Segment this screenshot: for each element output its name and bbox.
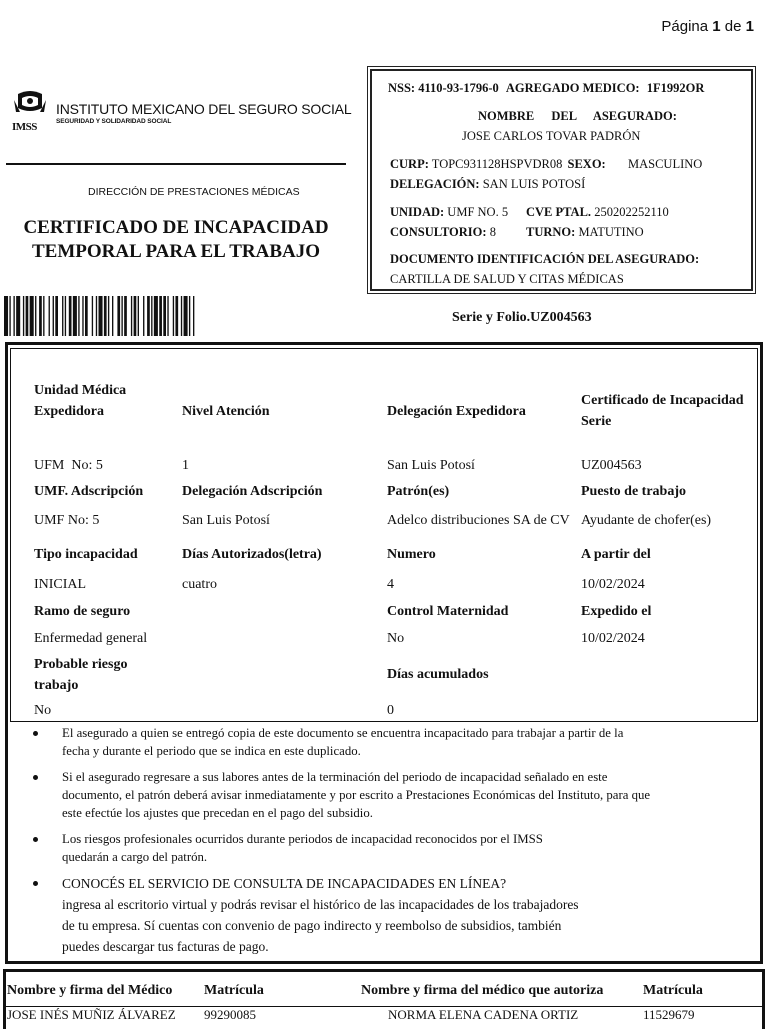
- expedido-value: 10/02/2024: [581, 631, 645, 646]
- ramo-value: Enfermedad general: [34, 631, 148, 646]
- curp-row: CURP: TOPC931128HSPVDR08 SEXO:: [390, 157, 606, 171]
- umf-ads-label: UMF. Adscripción: [34, 484, 144, 499]
- nivel-label: Nivel Atención: [182, 404, 270, 419]
- page-current: 1: [712, 18, 721, 35]
- page-total: 1: [745, 18, 754, 35]
- note-4: CONOCÉS EL SERVICIO DE CONSULTA DE INCAPACIDADES EN LÍNEA? ingresa al escritorio virtual y podrás revisar el histórico de las incapacidades de los trabajadores de tu empresa. Sí cuentas con convenio de pago indirecto y reembolso de subsidios, también puedes descargar tus facturas de pago.: [40, 873, 579, 957]
- maternidad-label: Control Maternidad: [387, 604, 509, 619]
- unidad-row: UNIDAD: UMF NO. 5: [390, 205, 509, 219]
- acumulados-label: Días acumulados: [387, 667, 489, 682]
- page-number: [661, 18, 754, 35]
- certificate-title: [6, 216, 346, 264]
- nivel-value: 1: [182, 458, 189, 473]
- expedido-label: Expedido el: [581, 604, 652, 619]
- title-line-2: TEMPORAL PARA EL TRABAJO: [31, 241, 321, 262]
- serie-folio: Serie y Folio.UZ004563: [452, 310, 592, 325]
- delegacion-row: DELEGACIÓN: SAN LUIS POTOSÍ: [390, 177, 586, 191]
- umf-ads-value: UMF No: 5: [34, 513, 100, 528]
- patron-value: Adelco distribuciones SA de CV: [387, 513, 570, 528]
- deleg-ads-value: San Luis Potosí: [182, 513, 270, 528]
- direccion-label: DIRECCIÓN DE PRESTACIONES MÉDICAS: [88, 186, 300, 198]
- nss-row: NSS: 4110-93-1796-0 AGREGADO MEDICO: 1F1992OR: [388, 81, 705, 95]
- puesto-value: Ayudante de chofer(es): [581, 513, 712, 528]
- cve-row: CVE PTAL. 250202252110: [526, 205, 669, 219]
- tipo-value: INICIAL: [34, 577, 87, 592]
- riesgo-value: No: [34, 703, 52, 718]
- riesgo-label: Probable riesgo trabajo: [34, 657, 128, 693]
- matricula1-label: Matrícula: [204, 983, 264, 998]
- matricula2-value: 11529679: [643, 1007, 695, 1022]
- matricula2-label: Matrícula: [643, 983, 703, 998]
- maternidad-value: No: [387, 631, 405, 646]
- apartir-value: 10/02/2024: [581, 577, 645, 592]
- sexo-value: MASCULINO: [628, 157, 703, 171]
- institution-subtitle: SEGURIDAD Y SOLIDARIDAD SOCIAL: [56, 118, 172, 125]
- deleg-exp-value: San Luis Potosí: [387, 458, 475, 473]
- deleg-ads-label: Delegación Adscripción: [182, 484, 323, 499]
- turno-row: TURNO: MATUTINO: [526, 225, 644, 239]
- nombre-label: NOMBRE DEL ASEGURADO:: [478, 109, 677, 123]
- apartir-label: A partir del: [581, 547, 651, 562]
- note-3: Los riesgos profesionales ocurridos durante periodos de incapacidad reconocidos por el IMSS quedarán a cargo del patrón.: [40, 830, 543, 866]
- numero-label: Numero: [387, 547, 436, 562]
- imss-logo-text: IMSS: [12, 121, 37, 133]
- matricula1-value: 99290085: [204, 1007, 256, 1022]
- title-line-1: CERTIFICADO DE INCAPACIDAD: [23, 217, 329, 238]
- numero-value: 4: [387, 577, 394, 592]
- consultorio-row: CONSULTORIO: 8: [390, 225, 496, 239]
- nombre-value: JOSE CARLOS TOVAR PADRÓN: [462, 129, 641, 143]
- patron-label: Patrón(es): [387, 484, 450, 499]
- cert-serie-value: UZ004563: [581, 458, 642, 473]
- medico-value: JOSE INÉS MUÑIZ ÁLVAREZ: [7, 1007, 176, 1022]
- unidad-medica-label: Unidad Médica Expedidora: [34, 383, 127, 419]
- documento-value: CARTILLA DE SALUD Y CITAS MÉDICAS: [390, 272, 624, 286]
- page-label: Página: [661, 18, 709, 35]
- note-2: Si el asegurado regresare a sus labores antes de la terminación del periodo de incapacidad señalado en este documento, el patrón deberá avisar inmediatamente y por escrito a Prestaciones Económicas del Instituto, para que este efectúe los ajustes que precedan en el pago del subsidio.: [40, 768, 650, 822]
- header-divider: [6, 163, 346, 165]
- puesto-label: Puesto de trabajo: [581, 484, 686, 499]
- barcode-icon: [4, 296, 346, 336]
- ramo-label: Ramo de seguro: [34, 604, 131, 619]
- documento-label: DOCUMENTO IDENTIFICACIÓN DEL ASEGURADO:: [390, 252, 700, 266]
- cert-serie-label: Certificado de Incapacidad Serie: [581, 393, 744, 429]
- medico-label: Nombre y firma del Médico: [7, 983, 173, 998]
- dias-letra-label: Días Autorizados(letra): [182, 547, 322, 562]
- autoriza-label: Nombre y firma del médico que autoriza: [361, 983, 604, 998]
- tipo-label: Tipo incapacidad: [34, 547, 138, 562]
- note-1: El asegurado a quien se entregó copia de este documento se encuentra incapacitado para trabajar a partir de la fecha y durante el periodo que se indica en este duplicado.: [40, 724, 623, 760]
- acumulados-value: 0: [387, 703, 394, 718]
- dias-letra-value: cuatro: [182, 577, 217, 592]
- institution-name: INSTITUTO MEXICANO DEL SEGURO SOCIAL: [56, 101, 352, 117]
- page-sep: de: [724, 18, 742, 35]
- deleg-exp-label: Delegación Expedidora: [387, 404, 526, 419]
- autoriza-value: NORMA ELENA CADENA ORTIZ: [388, 1007, 579, 1022]
- unidad-medica-value: UFM No: 5: [34, 458, 103, 473]
